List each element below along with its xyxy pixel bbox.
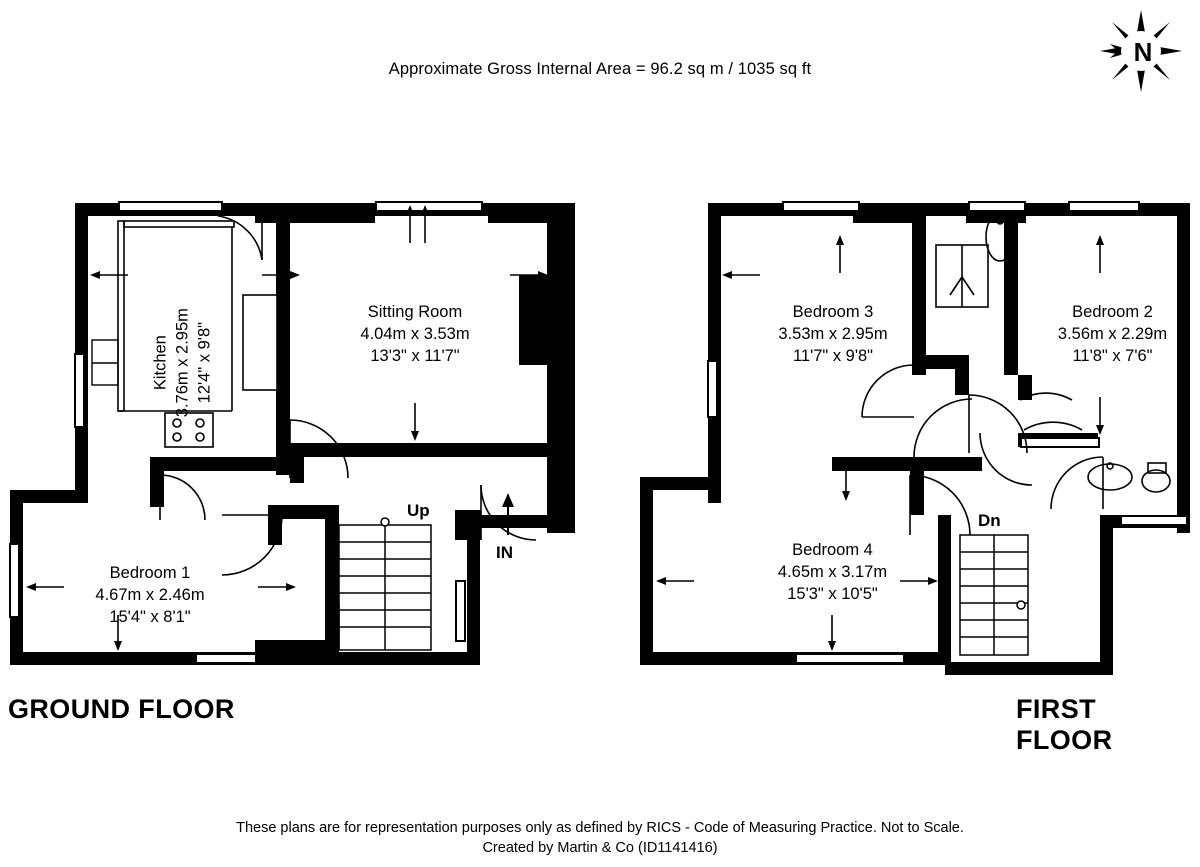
entrance-tag: IN — [496, 543, 513, 562]
footer-credit: Created by Martin & Co (ID1141416) — [482, 840, 718, 856]
room-name: Bedroom 3 — [792, 303, 874, 321]
compass-north-icon — [1098, 8, 1184, 94]
first-floor-caption: FIRST FLOOR — [1016, 694, 1113, 755]
room-imperial: 15'3" x 10'5" — [787, 584, 878, 603]
room-metric: 4.65m x 3.17m — [777, 562, 888, 581]
room-name: Bedroom 2 — [1072, 303, 1153, 321]
stairs-down-tag: Dn — [978, 511, 1001, 530]
room-metric: 3.56m x 2.29m — [1057, 324, 1168, 343]
room-metric: 3.76m x 2.95m — [173, 308, 192, 418]
gross-internal-area-note: Approximate Gross Internal Area = 96.2 sq m / 1035 sq ft — [388, 60, 812, 78]
room-imperial: 12'4" x 9'8" — [194, 321, 213, 404]
stairs-up-tag: Up — [407, 501, 430, 520]
room-label-bedroom-1 — [30, 563, 270, 628]
room-imperial: 15'4" x 8'1" — [109, 607, 191, 626]
room-imperial: 13'3" x 11'7" — [370, 346, 460, 365]
ground-floor-caption: GROUND FLOOR — [8, 694, 235, 724]
room-label-kitchen — [150, 283, 215, 443]
ground-floor-plan — [0, 185, 600, 695]
room-label-bedroom-3 — [728, 302, 938, 367]
room-imperial: 11'8" x 7'6" — [1072, 346, 1153, 365]
room-metric: 4.04m x 3.53m — [360, 324, 470, 343]
room-name: Bedroom 4 — [792, 541, 873, 559]
room-name: Sitting Room — [367, 303, 463, 321]
room-metric: 4.67m x 2.46m — [95, 585, 205, 604]
room-name: Bedroom 1 — [109, 564, 191, 582]
room-label-bedroom-4 — [720, 540, 945, 605]
room-name: Kitchen — [151, 335, 170, 391]
svg-text:N: N — [1133, 37, 1153, 67]
room-label-sitting-room — [300, 302, 530, 367]
first-floor-details — [600, 185, 1200, 695]
footer-disclaimer: These plans are for representation purposes only as defined by RICS - Code of Measuring Practice. Not to Scale. — [236, 820, 964, 836]
first-floor-plan — [600, 185, 1200, 695]
room-label-bedroom-2 — [1025, 302, 1200, 367]
room-metric: 3.53m x 2.95m — [778, 324, 888, 343]
room-imperial: 11'7" x 9'8" — [792, 346, 874, 365]
